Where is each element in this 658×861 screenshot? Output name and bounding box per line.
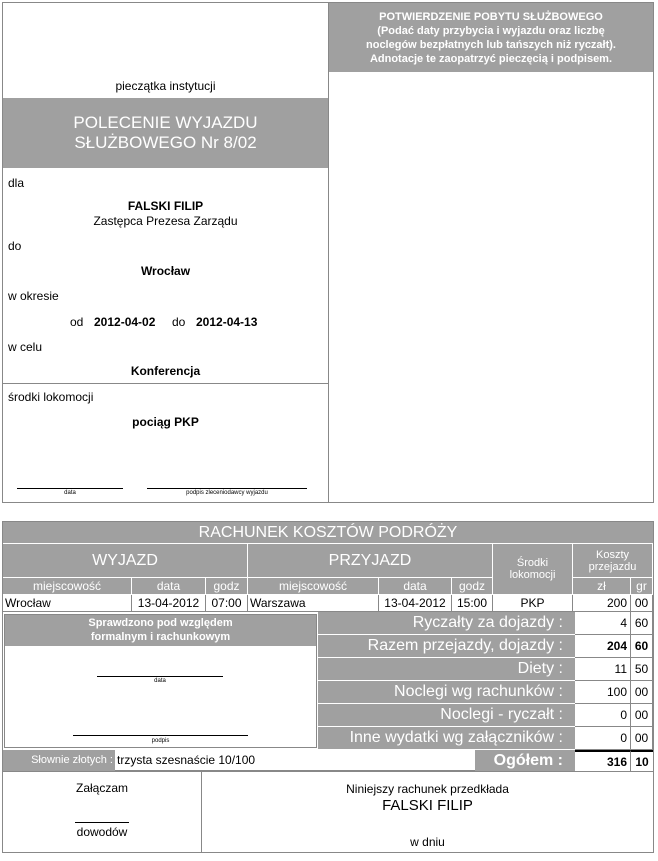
transport: pociąg PKP [132, 415, 199, 429]
confirmation-line1: POTWIERDZENIE POBYTU SŁUŻBOWEGO [379, 11, 603, 23]
arr-date-col: data [379, 578, 452, 595]
arr-hour: 15:00 [452, 595, 493, 612]
transport-label: środki lokomocji [8, 390, 94, 404]
person-name: FALSKI FILIP [127, 199, 204, 213]
confirmation-header [329, 3, 653, 72]
dep-place: Wrocław [3, 595, 132, 612]
summary-gr-4: 00 [631, 704, 653, 727]
summary-gr-2: 50 [631, 658, 653, 681]
presenter-label: Niniejszy rachunek przedkłada [346, 782, 509, 796]
arr-date: 13-04-2012 [379, 595, 452, 612]
date-from: 2012-04-02 [94, 315, 156, 329]
transport-value: PKP [493, 595, 573, 612]
footer-divider [3, 771, 653, 772]
row-zl: 200 [573, 595, 631, 612]
summary-label-1: Razem przejazdy, dojazdy : [318, 635, 575, 658]
summary-zl-5: 0 [575, 727, 631, 750]
dep-date-col: data [132, 578, 206, 595]
summary-zl-2: 11 [575, 658, 631, 681]
arr-place: Warszawa [248, 595, 379, 612]
arr-hour-col: godz [452, 578, 493, 595]
order-date-label: data [64, 490, 76, 496]
purpose: Konferencja [130, 364, 201, 378]
dep-hour: 07:00 [206, 595, 248, 612]
summary-gr-5: 00 [631, 727, 653, 750]
confirmation-line2: (Podać daty przybycia i wyjazdu oraz liczbę [377, 25, 605, 37]
dep-date: 13-04-2012 [132, 595, 206, 612]
checked-signature-label: podpis [151, 738, 170, 744]
zl-col: zł [573, 578, 631, 595]
period-label: w okresie [8, 289, 59, 303]
confirmation-line4: Adnotacje te zaopatrzyć pieczęcią i podpisem. [369, 53, 613, 65]
checked-date-label: data [154, 678, 166, 684]
bill-title: RACHUNEK KOSZTÓW PODRÓŻY [3, 522, 653, 544]
presenter-date-label: w dniu [410, 835, 445, 849]
attachments-docs: dowodów [76, 825, 128, 839]
arr-place-col: miejscowość [248, 578, 379, 595]
row-gr: 00 [631, 595, 653, 612]
total-gr: 10 [631, 750, 653, 771]
confirmation-panel [328, 2, 654, 503]
date-to: 2012-04-13 [196, 315, 258, 329]
attachments-label: Załączam [75, 781, 128, 795]
to-label: do [8, 239, 22, 253]
order-title-line2: SŁUŻBOWEGO Nr 8/02 [74, 133, 257, 152]
checked-signature-line [73, 735, 248, 736]
order-signature-label: podpis zleceniodawcy wyjazdu [186, 490, 268, 496]
summary-label-2: Diety : [318, 658, 575, 681]
total-zl: 316 [575, 750, 631, 771]
checked-header [5, 615, 316, 646]
summary-zl-3: 100 [575, 681, 631, 704]
gr-col: gr [631, 578, 653, 595]
summary-label-4: Noclegi - ryczałt : [318, 704, 575, 727]
total-label: Ogółem : [475, 750, 575, 771]
words-label: Słownie złotych : [3, 750, 115, 771]
arrival-header: PRZYJAZD [248, 544, 493, 578]
from-label: od [70, 315, 84, 329]
person-position: Zastępca Prezesa Zarządu [93, 214, 238, 228]
dep-place-col: miejscowość [3, 578, 132, 595]
checked-line2: formalnym i rachunkowym [90, 631, 231, 643]
summary-gr-0: 60 [631, 612, 653, 635]
summary-zl-0: 4 [575, 612, 631, 635]
costs-header: Koszty przejazdu [573, 544, 653, 578]
for-label: dla [8, 176, 25, 190]
order-title [3, 98, 328, 168]
summary-gr-1: 60 [631, 635, 653, 658]
to-label-2: do [172, 315, 186, 329]
words-value: trzysta szesnaście 10/100 [115, 750, 475, 771]
summary-gr-3: 00 [631, 681, 653, 704]
attachments-count-line [75, 822, 129, 823]
purpose-label: w celu [8, 340, 43, 354]
departure-header: WYJAZD [3, 544, 248, 578]
divider [3, 383, 328, 384]
confirmation-line3: noclegów bezpłatnych lub tańszych niż ryczałt). [366, 39, 616, 51]
summary-label-3: Noclegi wg rachunków : [318, 681, 575, 704]
destination: Wrocław [140, 264, 191, 278]
summary-zl-4: 0 [575, 704, 631, 727]
checked-line1: Sprawdzono pod względem [88, 617, 233, 629]
summary-zl-1: 204 [575, 635, 631, 658]
institution-stamp-label: pieczątka instytucji [115, 79, 216, 93]
summary-label-5: Inne wydatki wg załączników : [318, 727, 575, 750]
checked-date-line [97, 676, 223, 677]
order-signature-line [147, 488, 307, 489]
presenter-name: FALSKI FILIP [382, 797, 473, 814]
dep-hour-col: godz [206, 578, 248, 595]
order-title-line1: POLECENIE WYJAZDU [73, 113, 258, 132]
summary-label-0: Ryczałty za dojazdy : [318, 612, 575, 635]
order-date-line [17, 488, 123, 489]
transport-header: Środki lokomocji [493, 544, 573, 595]
